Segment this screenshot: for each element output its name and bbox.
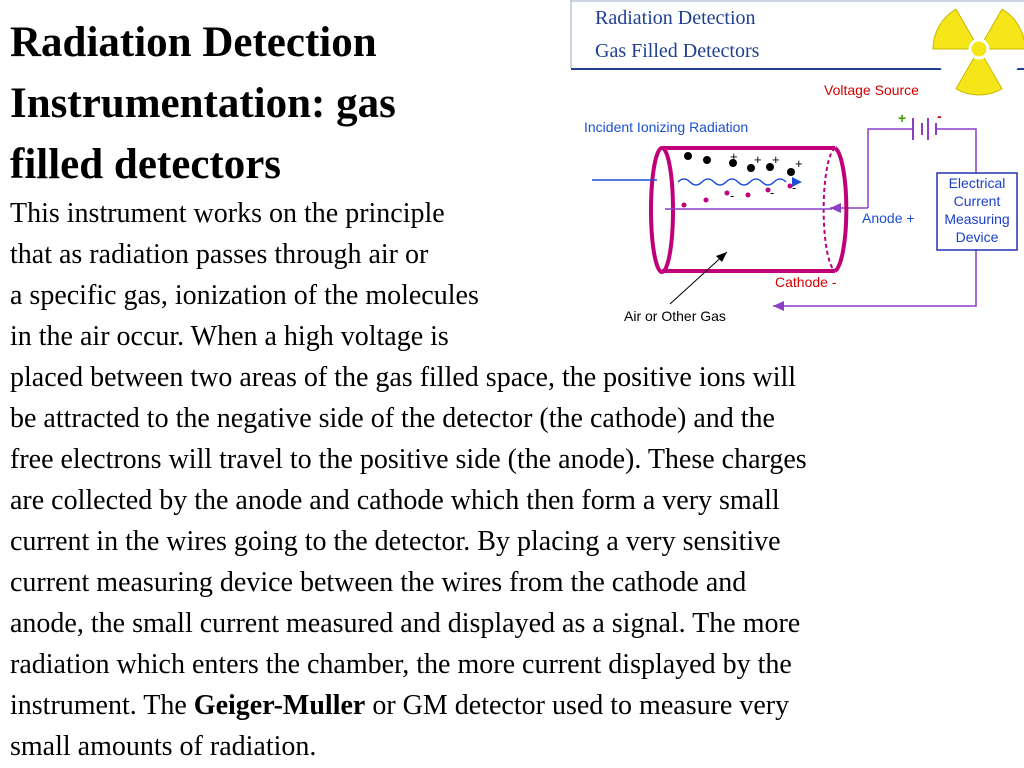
device-label-line-2: Current [953, 193, 1001, 209]
body-line: anode, the small current measured and displayed as a signal. The more [10, 608, 801, 639]
title-line-2: Instrumentation: gas [10, 80, 396, 127]
svg-text:-: - [792, 180, 797, 195]
diagram-header-line-2: Gas Filled Detectors [595, 40, 760, 62]
body-line: current in the wires going to the detector. By placing a very sensitive [10, 526, 781, 557]
svg-text:+: + [754, 152, 762, 167]
body-line: placed between two areas of the gas filled space, the positive ions will [10, 362, 797, 393]
voltage-source-label: Voltage Source [824, 82, 919, 98]
body-line: small amounts of radiation. [10, 731, 317, 762]
body-line: that as radiation passes through air or [10, 239, 429, 270]
body-line: be attracted to the negative side of the detector (the cathode) and the [10, 403, 775, 434]
title-line-1: Radiation Detection [10, 19, 377, 66]
body-line: in the air occur. When a high voltage is [10, 321, 449, 352]
radiation-hazard-icon [933, 6, 1024, 95]
svg-text:+: + [730, 149, 738, 164]
anode-wire-arrow [830, 203, 841, 213]
device-label-line-4: Device [955, 229, 999, 245]
body-line: This instrument works on the principle [10, 198, 445, 229]
battery-symbol [913, 118, 936, 140]
diagram-header-line-1: Radiation Detection [595, 7, 756, 29]
svg-text:+: + [772, 152, 780, 167]
gas-label: Air or Other Gas [624, 308, 726, 324]
body-line: free electrons will travel to the positive side (the anode). These charges [10, 444, 807, 475]
svg-text:-: - [770, 185, 775, 200]
cathode-wire-arrow [773, 301, 784, 311]
svg-text:-: - [730, 188, 735, 203]
battery-plus-label: + [898, 110, 907, 126]
geiger-muller-term: Geiger-Muller [193, 690, 366, 721]
incident-radiation-label: Incident Ionizing Radiation [584, 119, 749, 135]
slide-title [10, 12, 570, 195]
gas-pointer-line [670, 252, 727, 304]
body-line: radiation which enters the chamber, the more current displayed by the [10, 649, 792, 680]
ionized-particles [682, 149, 803, 208]
battery-minus-label: - [937, 108, 942, 124]
gas-detector-diagram [570, 0, 1024, 330]
device-label-line-1: Electrical [948, 175, 1006, 191]
body-line: current measuring device between the wires from the cathode and [10, 567, 747, 598]
anode-label: Anode + [862, 210, 915, 226]
title-line-3: filled detectors [10, 141, 282, 188]
svg-text:+: + [795, 156, 803, 171]
device-label-line-3: Measuring [944, 211, 1010, 227]
body-text-after: or GM detector used to measure very [365, 690, 790, 721]
body-line: are collected by the anode and cathode which then form a very small [10, 485, 780, 516]
cathode-label: Cathode - [775, 274, 837, 290]
body-line-geiger [10, 685, 1014, 726]
body-text-before: instrument. The [10, 690, 194, 721]
body-line: a specific gas, ionization of the molecules [10, 280, 479, 311]
